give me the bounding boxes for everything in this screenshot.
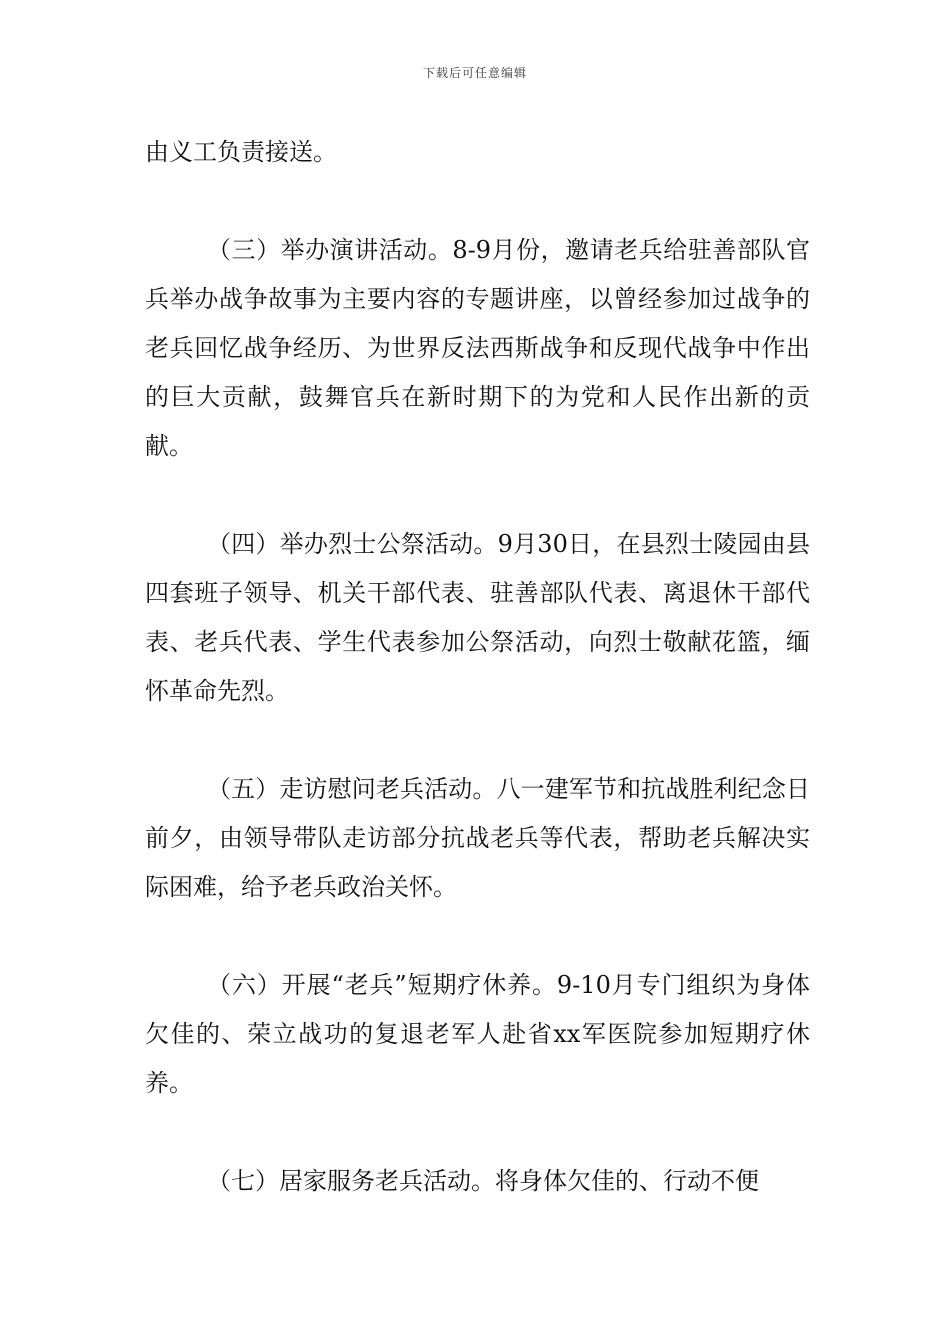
paragraph-rehabilitation: （六）开展“老兵”短期疗休养。9-10月专门组织为身体欠佳的、荣立战功的复退老军人赴省xx军医院参加短期疗休养。: [145, 971, 810, 1097]
document-body: [145, 128, 810, 1206]
paragraph-continuation: 由义工负责接送。: [145, 138, 337, 166]
paragraph-speech-activity: （三）举办演讲活动。8-9月份，邀请老兵给驻善部队官兵举办战争故事为主要内容的专题讲座，以曾经参加过战争的老兵回忆战争经历、为世界反法西斯战争和反现代战争中作出的巨大贡献，鼓舞官兵在新时期下的为党和人民作出新的贡献。: [145, 236, 810, 460]
paragraph-home-service: （七）居家服务老兵活动。将身体欠佳的、行动不便: [207, 1167, 759, 1195]
paragraph-martyr-memorial: （四）举办烈士公祭活动。9月30日，在县烈士陵园由县四套班子领导、机关干部代表、驻善部队代表、离退休干部代表、老兵代表、学生代表参加公祭活动，向烈士敬献花篮，缅怀革命先烈。: [145, 530, 810, 705]
page-header-note: 下载后可任意编辑: [422, 66, 527, 80]
paragraph-veteran-visits: （五）走访慰问老兵活动。八一建军节和抗战胜利纪念日前夕，由领导带队走访部分抗战老兵等代表，帮助老兵解决实际困难，给予老兵政治关怀。: [145, 775, 810, 901]
